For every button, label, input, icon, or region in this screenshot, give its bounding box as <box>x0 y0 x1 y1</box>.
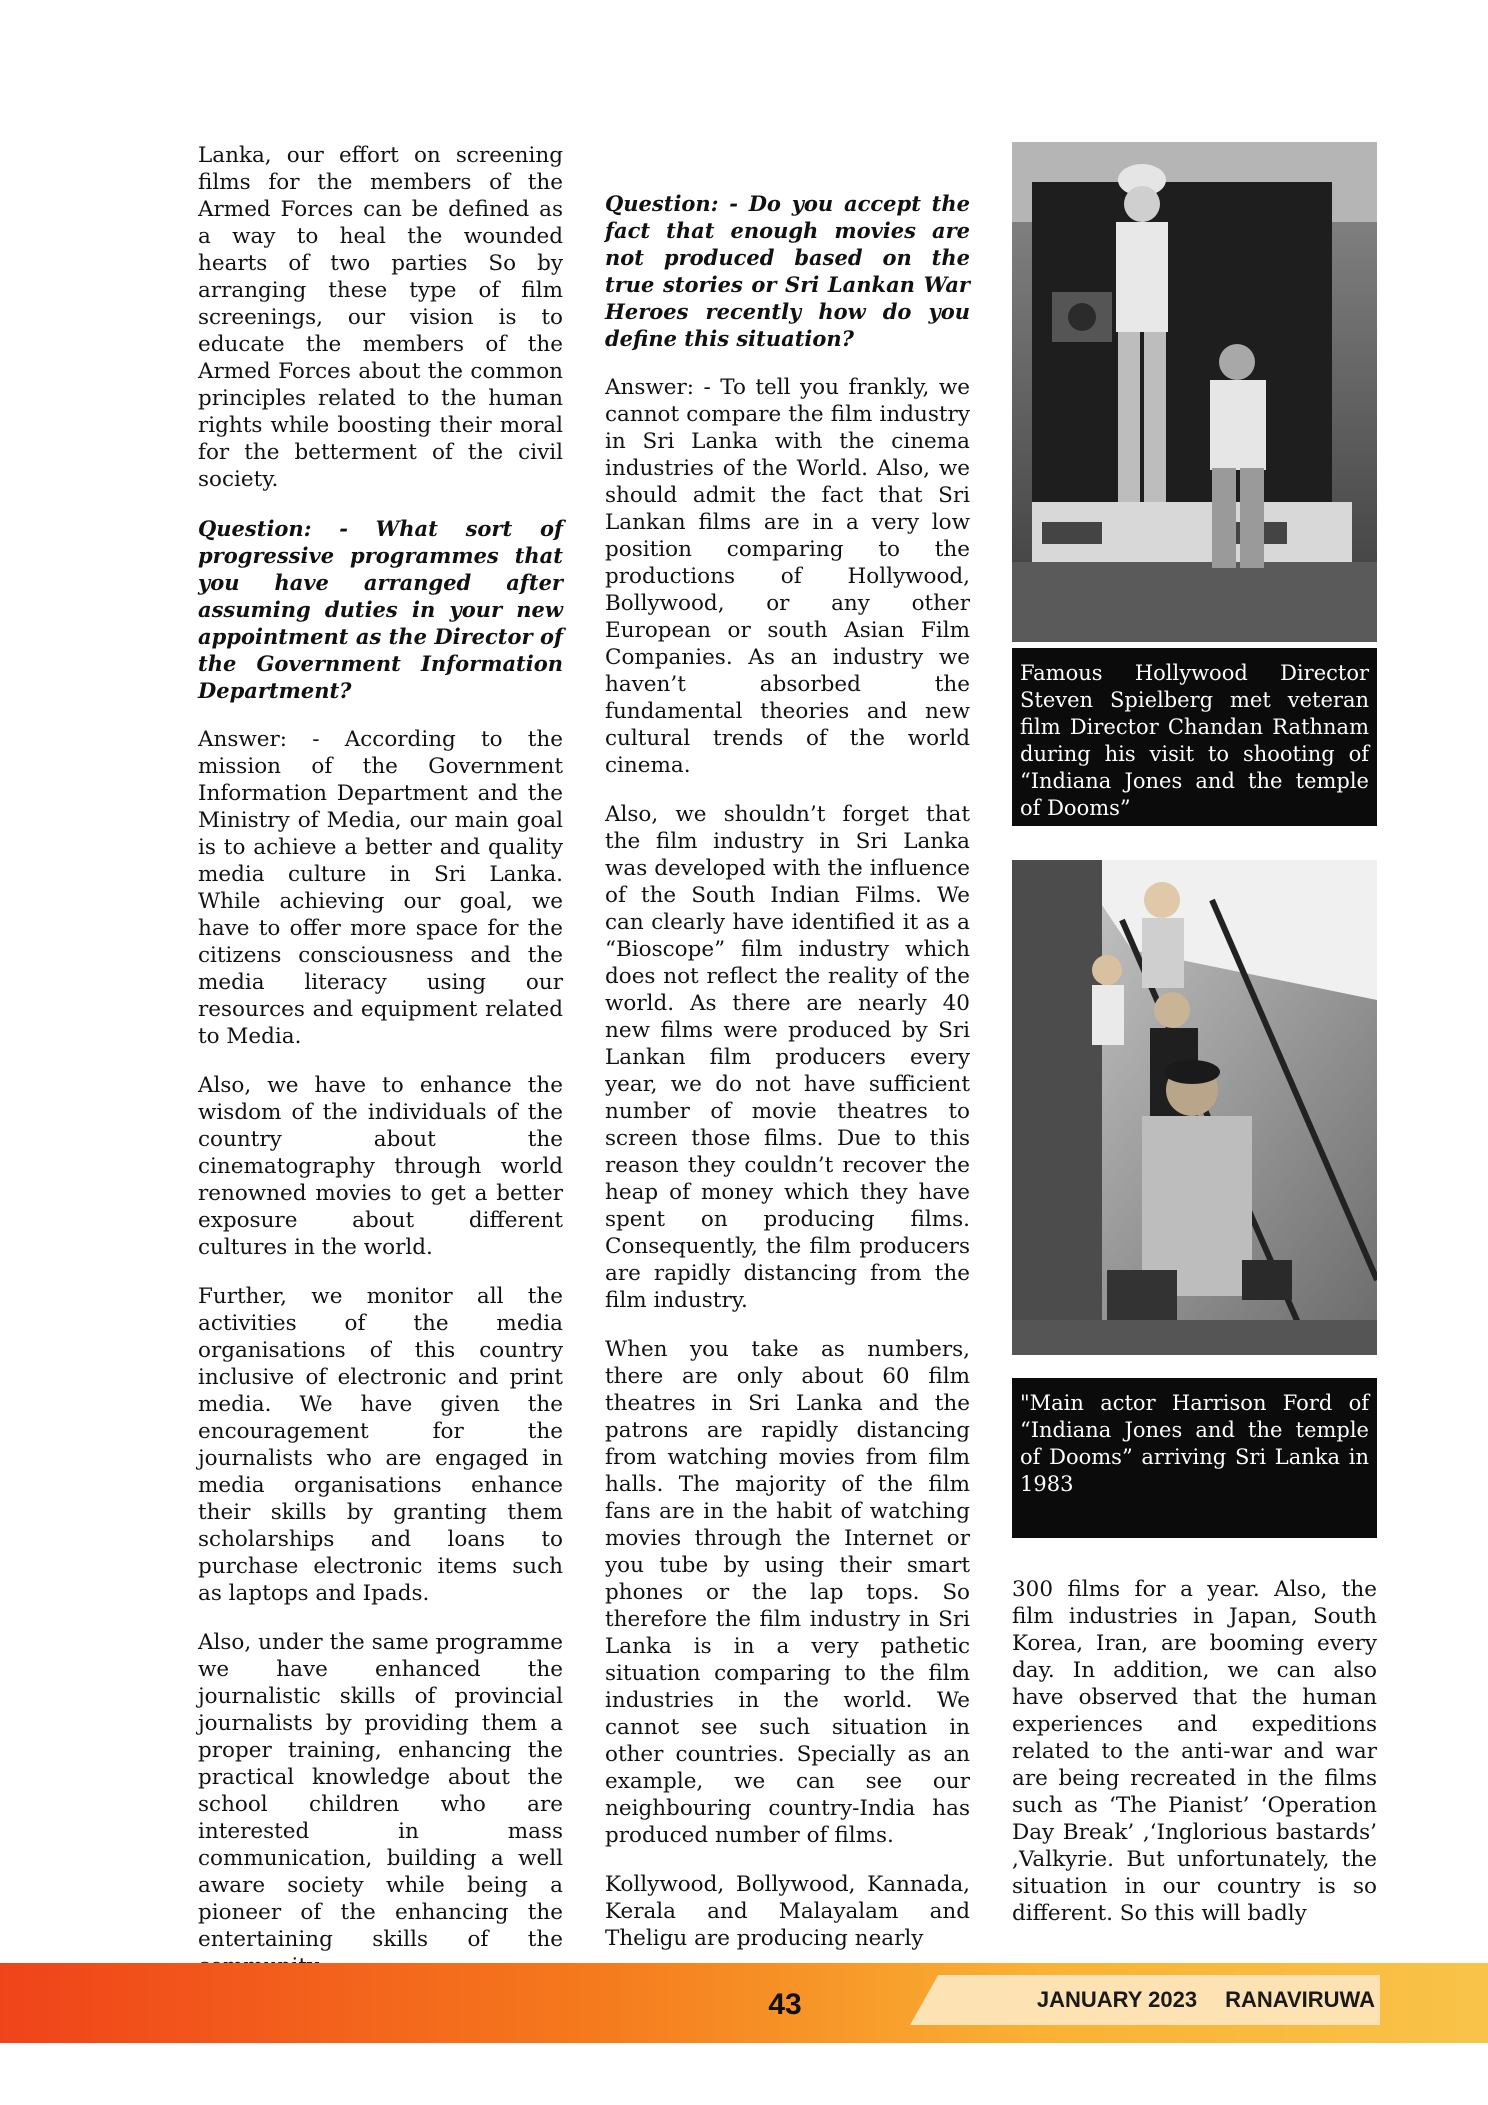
question-heading: Question: - Do you accept the fact that enough movies are not produced based on the true stories or Sri Lankan War Heroes recently how do you define this situation? <box>605 191 970 351</box>
article-column-3 <box>1012 1576 1377 1949</box>
paragraph: 300 films for a year. Also, the film industries in Japan, South Korea, Iran, are booming every day. In addition, we can also have observed that the human experiences and expeditions related to the anti-war and war are being recreated in the films such as ‘The Pianist’ ‘Operation Day Break’ ,‘Inglorious bastards’ ,Valkyrie. But unfortunately, the situation in our country is so different. So this will badly <box>1012 1577 1377 1926</box>
photo-airport-arrival <box>1012 860 1377 1355</box>
paragraph: Also, we have to enhance the wisdom of the individuals of the country about the cinematography through world renowned movies to get a better exposure about different cultures in the world. <box>198 1073 563 1260</box>
article-column-1 <box>198 142 563 2002</box>
photo-film-set <box>1012 142 1377 642</box>
photo-film-set-image <box>1012 142 1377 642</box>
footer-masthead <box>985 1978 1375 2022</box>
photo-airport-arrival-image <box>1012 860 1377 1355</box>
paragraph: When you take as numbers, there are only about 60 film theatres in Sri Lanka and the patrons are rapidly distancing from watching movies from film halls. The majority of the film fans are in the habit of watching movies through the Internet or you tube by using their smart phones or the lap tops. So therefore the film industry in Sri Lanka is in a very pathetic situation comparing to the film industries in the world. We cannot see such situation in other countries. Specially as an example, we can see our neighbouring country-India has produced number of films. <box>605 1337 970 1848</box>
paragraph: Answer: - According to the mission of the Government Information Department and the Ministry of Media, our main goal is to achieve a better and quality media culture in Sri Lanka. While achieving our goal, we have to offer more space for the citizens consciousness and the media literacy using our resources and equipment related to Media. <box>198 727 563 1049</box>
question-heading: Question: - What sort of progressive programmes that you have arranged after assuming duties in your new appointment as the Director of the Government Information Department? <box>198 516 563 703</box>
paragraph: Lanka, our effort on screening films for the members of the Armed Forces can be defined as a way to heal the wounded hearts of two parties So by arranging these type of film screenings, our vision is to educate the members of the Armed Forces about the common principles related to the human rights while boosting their moral for the betterment of the civil society. <box>198 143 563 492</box>
paragraph: Also, we shouldn’t forget that the film industry in Sri Lanka was developed with the influence of the South Indian Films. We can clearly have identified it as a “Bioscope” film industry which does not reflect the reality of the world. As there are nearly 40 new films were produced by Sri Lankan film producers every year, we do not have sufficient number of movie theatres to screen those films. Due to this reason they couldn’t recover the heap of money which they have spent on producing films. Consequently, the film producers are rapidly distancing from the film industry. <box>605 802 970 1313</box>
page-number: 43 <box>768 1988 802 2021</box>
paragraph: Answer: - To tell you frankly, we cannot compare the film industry in Sri Lanka with the cinema industries of the World. Also, we should admit the fact that Sri Lankan films are in a very low position comparing to the productions of Hollywood, Bollywood, or any other European or south Asian Film Companies. As an industry we haven’t absorbed the fundamental theories and new cultural trends of the world cinema. <box>605 375 970 778</box>
paragraph: Further, we monitor all the activities of the media organisations of this country inclusive of electronic and print media. We have given the encouragement for the journalists who are engaged in media organisations enhance their skills by granting them scholarships and loans to purchase electronic items such as laptops and Ipads. <box>198 1284 563 1606</box>
footer-margin <box>0 2043 1488 2105</box>
photo-caption: Famous Hollywood Director Steven Spielberg met veteran film Director Chandan Rathnam during his visit to shooting of “Indiana Jones and the temple of Dooms” <box>1012 648 1377 826</box>
article-column-2 <box>605 190 970 1974</box>
paragraph: Also, under the same programme we have enhanced the journalistic skills of provincial journalists by providing them a proper training, enhancing the practical knowledge about the school children who are interested in mass communication, building a well aware society while being a pioneer of the enhancing the entertaining skills of the <box>198 1630 563 1952</box>
publication-name: RANAVIRUWA <box>1225 1987 1375 2012</box>
paragraph: Kollywood, Bollywood, Kannada, Kerala and Malayalam and Theligu are producing nearly <box>605 1872 970 1951</box>
photo-caption: "Main actor Harrison Ford of “Indiana Jones and the temple of Dooms” arriving Sri Lanka in 1983 <box>1012 1378 1377 1538</box>
issue-date: JANUARY 2023 <box>1036 1987 1198 2012</box>
